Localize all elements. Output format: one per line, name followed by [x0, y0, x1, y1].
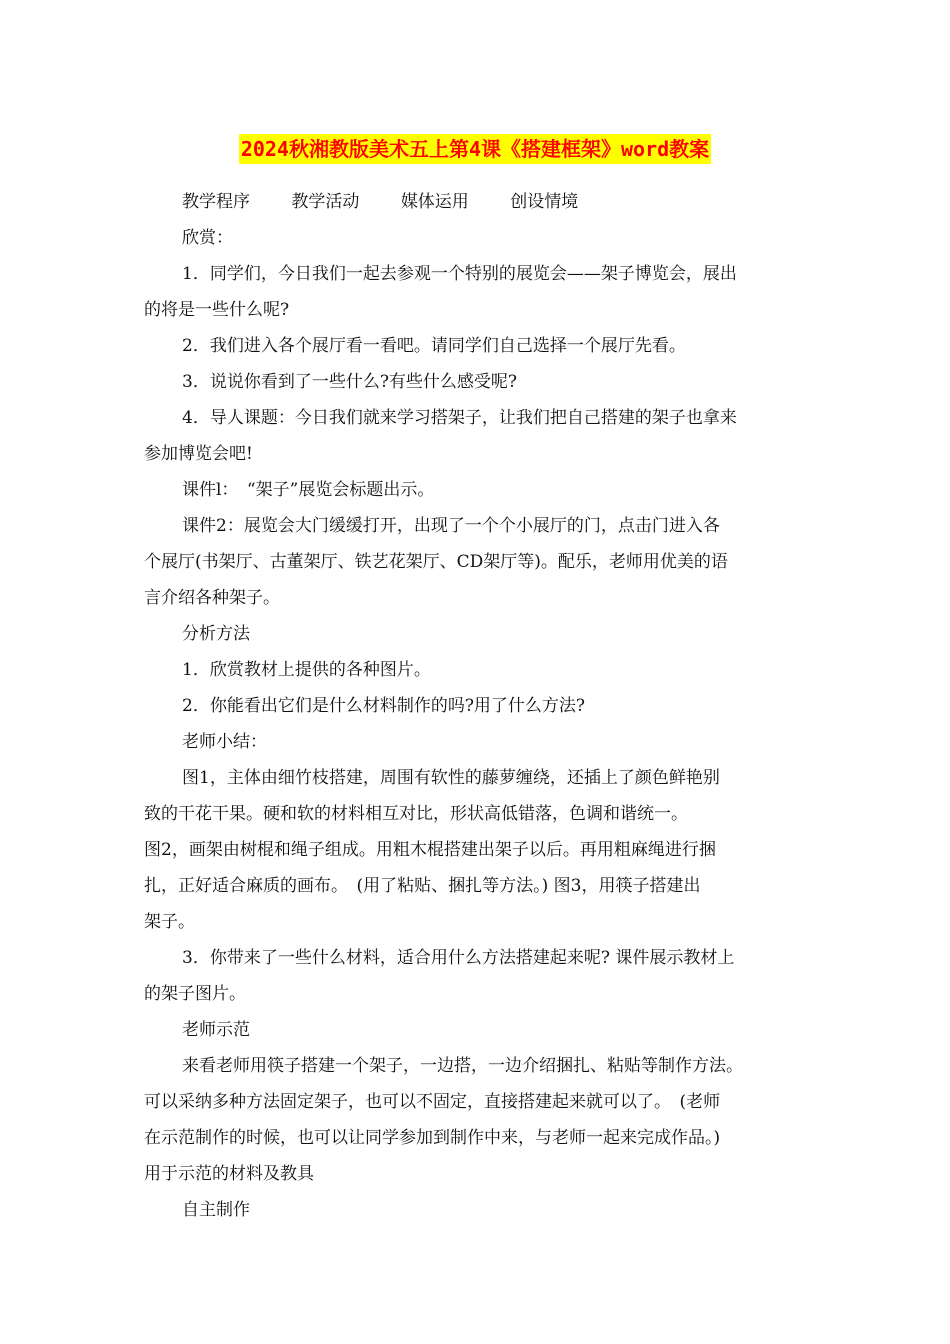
paragraph-line: 用于示范的材料及教具 — [144, 1164, 314, 1184]
paragraph-line: 参加博览会吧! — [144, 444, 253, 464]
document-title: 2024秋湘教版美术五上第4课《搭建框架》word教案 — [239, 134, 711, 164]
paragraph-line: 1．欣赏教材上提供的各种图片。 — [182, 660, 431, 680]
paragraph-line: 个展厅(书架厅、古董架厅、铁艺花架厅、CD架厅等)。配乐，老师用优美的语 — [144, 552, 728, 572]
title-container — [0, 134, 950, 164]
paragraph-line: 的将是一些什么呢? — [144, 300, 290, 320]
paragraph-line: 1．同学们，今日我们一起去参观一个特别的展览会——架子博览会，展出 — [182, 264, 737, 284]
paragraph-line: 课件l： “架子”展览会标题出示。 — [182, 480, 435, 500]
paragraph-line: 3．你带来了一些什么材料，适合用什么方法搭建起来呢? 课件展示教材上 — [182, 948, 735, 968]
paragraph-line: 来看老师用筷子搭建一个架子，一边搭，一边介绍捆扎、粘贴等制作方法。 — [182, 1056, 743, 1076]
paragraph-line: 2．我们进入各个展厅看一看吧。请同学们自己选择一个展厅先看。 — [182, 336, 686, 356]
header-col: 媒体运用 — [400, 192, 469, 212]
paragraph-line: 自主制作 — [182, 1200, 250, 1220]
header-col: 创设情境 — [510, 192, 579, 212]
paragraph-line: 可以采纳多种方法固定架子，也可以不固定，直接搭建起来就可以了。 (老师 — [144, 1092, 721, 1112]
paragraph-line: 2．你能看出它们是什么材料制作的吗?用了什么方法? — [182, 696, 586, 716]
paragraph-line: 致的干花干果。硬和软的材料相互对比，形状高低错落，色调和谐统一。 — [144, 804, 688, 824]
header-columns — [144, 184, 814, 220]
paragraph-line: 老师小结： — [182, 732, 267, 752]
paragraph-line: 课件2：展览会大门缓缓打开，出现了一个个小展厅的门，点击门进入各 — [182, 516, 720, 536]
paragraph-line: 图2，画架由树棍和绳子组成。用粗木棍搭建出架子以后。再用粗麻绳进行捆 — [144, 840, 716, 860]
header-col: 教学程序 — [182, 192, 250, 212]
header-col: 教学活动 — [291, 192, 360, 212]
paragraph-line: 老师示范 — [182, 1020, 250, 1040]
paragraph-line: 欣赏： — [182, 228, 233, 248]
paragraph-line: 分析方法 — [182, 624, 250, 644]
paragraph-line: 4．导人课题：今日我们就来学习搭架子，让我们把自己搭建的架子也拿来 — [182, 408, 737, 428]
paragraph-line: 3．说说你看到了一些什么?有些什么感受呢? — [182, 372, 518, 392]
paragraph-line: 扎，正好适合麻质的画布。 (用了粘贴、捆扎等方法。) 图3，用筷子搭建出 — [144, 876, 701, 896]
paragraph-line: 的架子图片。 — [144, 984, 246, 1004]
paragraph-line: 言介绍各种架子。 — [144, 588, 280, 608]
paragraph-line: 图1，主体由细竹枝搭建，周围有软性的藤萝缠绕，还插上了颜色鲜艳别 — [182, 768, 720, 788]
document-body — [144, 184, 814, 1228]
paragraph-line: 在示范制作的时候，也可以让同学参加到制作中来，与老师一起来完成作品。) — [144, 1128, 721, 1148]
paragraph-line: 架子。 — [144, 912, 195, 932]
